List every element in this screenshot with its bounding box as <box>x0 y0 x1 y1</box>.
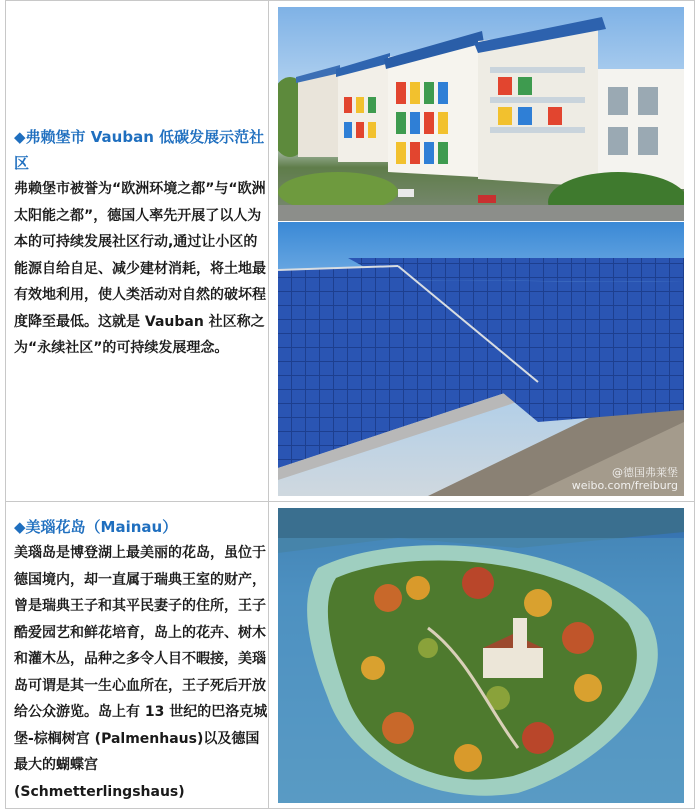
photo-watermark <box>572 466 678 492</box>
text-cell-vauban <box>5 0 269 501</box>
mainau-island-photo <box>278 508 684 803</box>
section-body-mainau: 美瑙岛是博登湖上最美丽的花岛，虽位于德国境内，却一直属于瑞典王室的财产，曾是瑞典王子和其平民妻子的住所，王子酷爱园艺和鲜花培育，岛上的花卉、树木和灌木丛，品种之多令人目不暇接，美瑙岛可谓是其一生心血所在，王子死后开放给公众游览。岛上有 13 世纪的巴洛克城堡-棕榈树宫 (Palmenhaus)以及德国最大的蝴蝶宫 (Schmetterlingshaus) <box>14 545 268 800</box>
watermark-line-2: weibo.com/freiburg <box>571 479 678 492</box>
solar-panels-photo <box>278 222 684 496</box>
vauban-buildings-illustration <box>278 7 684 221</box>
section-heading-vauban: ◆弗赖堡市 Vauban 低碳发展示范社区 <box>14 128 265 172</box>
vauban-buildings-photo <box>278 7 684 221</box>
section-body-vauban: 弗赖堡市被誉为“欧洲环境之都”与“欧洲太阳能之都”，德国人率先开展了以人为本的可持续发展社区行动,通过让小区的能源自给自足、减少建材消耗，将土地最有效地利用，使人类活动对自然的破坏程度降至最低。这就是 Vauban 社区称之为“永续社区”的可持续发展理念。 <box>14 181 266 356</box>
text-cell-mainau <box>5 501 269 809</box>
watermark-line-1: @德国弗莱堡 <box>612 466 678 479</box>
solar-panels-illustration <box>278 222 684 496</box>
section-heading-mainau: ◆美瑙花岛（Mainau） <box>14 518 178 536</box>
mainau-island-illustration <box>278 508 684 803</box>
